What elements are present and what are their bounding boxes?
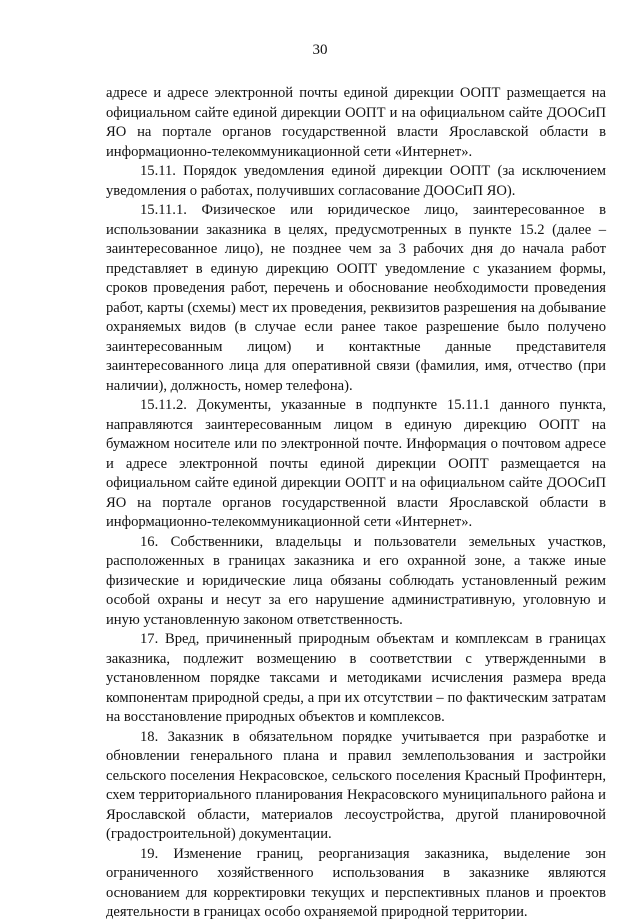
document-body (106, 84, 606, 923)
paragraph-19: 19. Изменение границ, реорганизация заказника, выделение зон ограниченного хозяйственного использования в заказнике являются основанием для корректировки текущих и перспективных планов и проектов деятельности в границах особо охраняемой природной территории. (106, 845, 606, 920)
paragraph-15-11-2: 15.11.2. Документы, указанные в подпункте 15.11.1 данного пункта, направляются заинтересованным лицом в единую дирекцию ООПТ на бумажном носителе или по электронной почте. Информация о почтовом адресе и адресе электронной почты единой дирекции ООПТ размещается на официальном сайте единой дирекции ООПТ и на официальном сайте ДООСиП ЯО на портале органов государственной власти Ярославской области в информационно-телекоммуникационной сети «Интернет». (106, 397, 606, 530)
paragraph-18: 18. Заказник в обязательном порядке учитывается при разработке и обновлении генерального плана и правил землепользования и застройки сельского поселения Некрасовское, сельского поселения Красный Профинтерн, схем территориального планирования Некрасовского муниципального района и Ярославской области, материалов лесоустройства, другой планировочной (градостроительной) документации. (106, 728, 606, 842)
paragraph-16: 16. Собственники, владельцы и пользователи земельных участков, расположенных в границах заказника и его охранной зоне, а также иные физические и юридические лица обязаны соблюдать установленный режим особой охраны и несут за его нарушение административную, уголовную и иную установленную законом ответственность. (106, 533, 606, 628)
page-number: 30 (312, 42, 328, 58)
paragraph-15-11: 15.11. Порядок уведомления единой дирекции ООПТ (за исключением уведомления о работах, получивших согласование ДООСиП ЯО). (106, 163, 606, 199)
paragraph-continuation: адресе и адресе электронной почты единой дирекции ООПТ размещается на официальном сайте единой дирекции ООПТ и на официальном сайте ДООСиП ЯО на портале органов государственной власти Ярославской области в информационно-телекоммуникационной сети «Интернет». (106, 85, 606, 160)
paragraph-15-11-1: 15.11.1. Физическое или юридическое лицо, заинтересованное в использовании заказника в целях, предусмотренных в пункте 15.2 (далее – заинтересованное лицо), не позднее чем за 3 рабочих дня до начала работ представляет в единую дирекцию ООПТ уведомление с указанием формы, сроков проведения работ, перечень и обоснование необходимости проведения работ, карты (схемы) мест их проведения, реквизитов разрешения на добывание охраняемых видов (в случае если ранее такое разрешение было получено заинтересованным лицом) и контактные данные представителя заинтересованного лица для оперативной связи (фамилия, имя, отчество (при наличии), должность, номер телефона). (106, 202, 606, 394)
paragraph-17: 17. Вред, причиненный природным объектам и комплексам в границах заказника, подлежит возмещению в соответствии с утвержденными в установленном порядке таксами и методиками исчисления размера вреда компонентам природной среды, а при их отсутствии – по фактическим затратам на восстановление природных объектов и комплексов. (106, 631, 606, 725)
